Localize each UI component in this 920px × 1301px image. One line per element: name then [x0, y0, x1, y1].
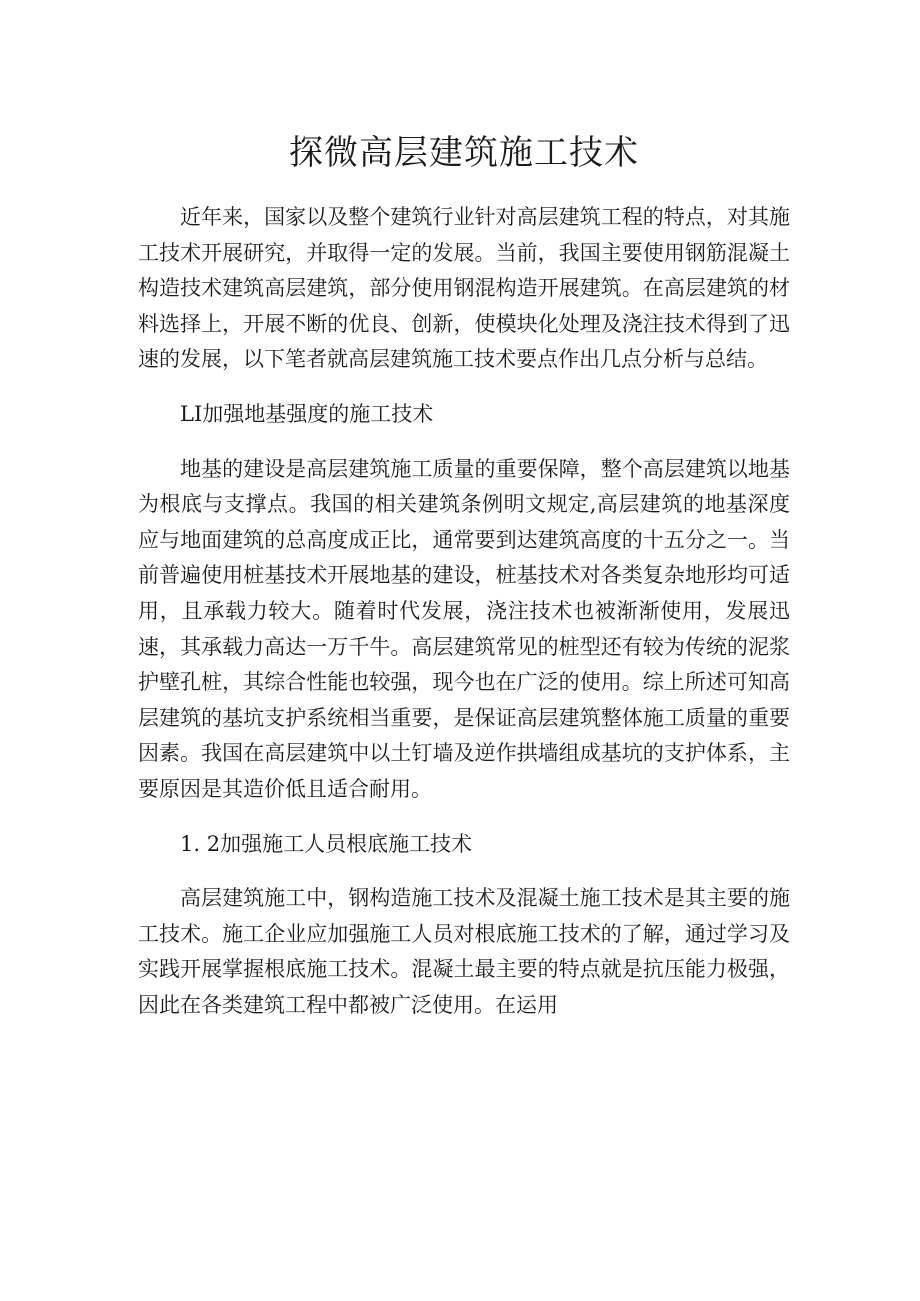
- section-heading-1-1: LI加强地基强度的施工技术: [180, 401, 434, 426]
- intro-paragraph: 近年来，国家以及整个建筑行业针对高层建筑工程的特点，对其施工技术开展研究，并取得一定的发展。当前，我国主要使用钢筋混凝土构造技术建筑高层建筑，部分使用钢混构造开展建筑。在高层建筑的材料选择上，开展不断的优良、创新，使模块化处理及浇注技术得到了迅速的发展，以下笔者就高层建筑施工技术要点作出几点分析与总结。: [138, 205, 790, 372]
- section-body-1-2: 高层建筑施工中，钢构造施工技术及混凝土施工技术是其主要的施工技术。施工企业应加强施工人员对根底施工技术的了解，通过学习及实践开展掌握根底施工技术。混凝土最主要的特点就是抗压能力极强，因此在各类建筑工程中都被广泛使用。在运用: [138, 886, 790, 1017]
- document-title: 探微高层建筑施工技术: [289, 133, 639, 173]
- section-body-1-1: 地基的建设是高层建筑施工质量的重要保障，整个高层建筑以地基为根底与支撑点。我国的相关建筑条例明文规定,高层建筑的地基深度应与地面建筑的总高度成正比，通常要到达建筑高度的十五分之一。当前普遍使用桩基技术开展地基的建设，桩基技术对各类复杂地形均可适用，且承载力较大。随着时代发展，浇注技术也被渐渐使用，发展迅速，其承载力高达一万千牛。高层建筑常见的桩型还有较为传统的泥浆护壁孔桩，其综合性能也较强，现今也在广泛的使用。综上所述可知高层建筑的基坑支护系统相当重要，是保证高层建筑整体施工质量的重要因素。我国在高层建筑中以土钉墙及逆作拱墙组成基坑的支护体系，主要原因是其造价低且适合耐用。: [138, 456, 790, 801]
- section-heading-1-2: 1. 2加强施工人员根底施工技术: [180, 831, 473, 856]
